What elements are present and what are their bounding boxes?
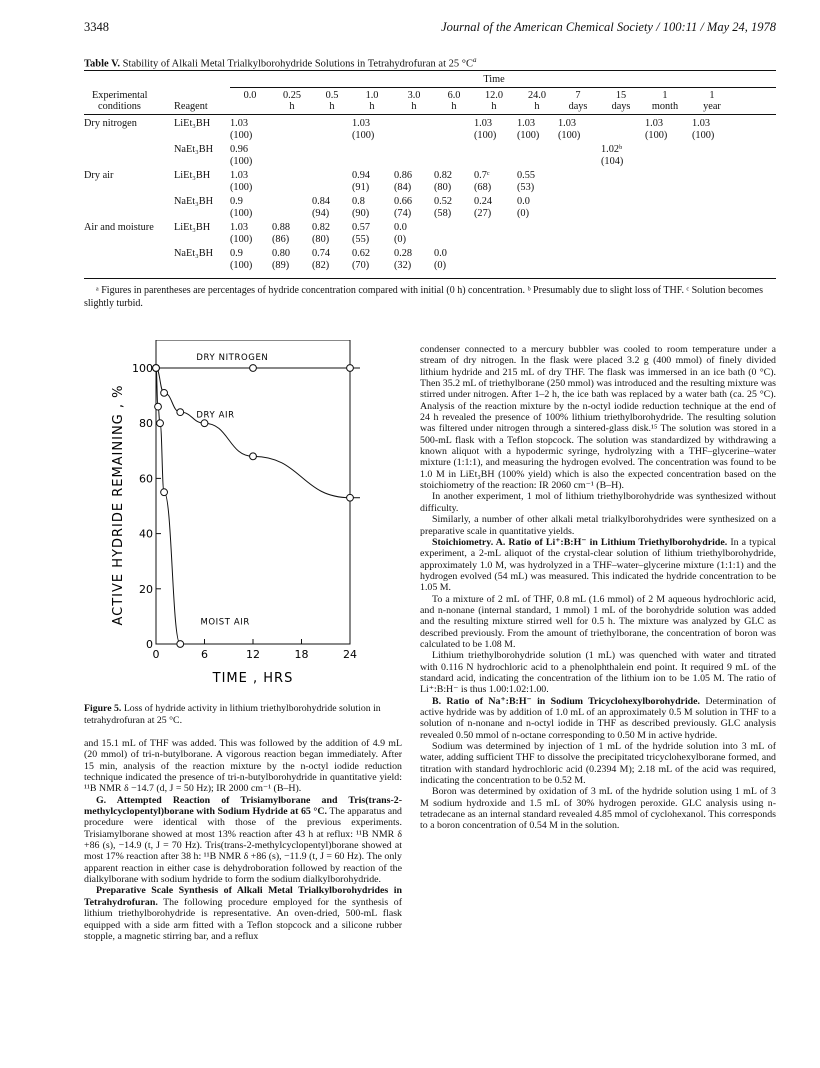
y-tick-label: 20 [139,582,153,596]
data-point [347,494,354,501]
table-bottom-rule [84,278,776,279]
paragraph: Lithium triethylborohydride solution (1 mL) was quenched with water and titrated with 0.116 N hydrochloric acid to a phenolphthalein end point. It required 9 mL of the standard acid, indicating the concentration of the lithium ion to be 1.05 M. The ratio of Li⁺:B:H⁻ is thus 1.00:1.02:1.00. [420,650,776,696]
row-reagent: LiEt₃BH [174,170,211,181]
table-cell-percent: (0) [394,234,407,245]
table-cell-value: 0.0 [394,222,407,233]
paragraph-text: Determination of active hydride was by addition of 1.0 mL of an approximately 0.5 M solution in THF to a solution of n-nonane and n-octyl iodide in THF as described previously. GLC analysis revealed 0.50 mmol of n-octane corresponding to 0.50 M in active hydride. [420,695,776,741]
row-condition: Dry nitrogen [84,118,137,129]
col-reagent: Reagent [174,101,208,112]
time-col-unit: year [703,101,721,112]
plot-frame [156,340,350,644]
table-cell-value: 0.74 [312,248,331,259]
time-col-unit: h [369,101,375,112]
time-col-value: 3.0 [407,90,421,101]
table-cell-percent: (82) [312,260,330,271]
table-top-rule [84,70,776,71]
table-cell-percent: (100) [645,130,668,141]
table-cell-value: 0.52 [434,196,453,207]
time-col-value: 12.0 [484,90,504,101]
time-col-unit: h [329,101,335,112]
table-cell-value: 1.03 [645,118,664,129]
table-cell-value: 0.0 [517,196,530,207]
table-cell-percent: (94) [312,208,330,219]
x-tick-label: 12 [246,648,260,661]
data-point [155,403,162,410]
data-point [347,365,354,372]
section-heading: Preparative Scale Synthesis of Alkali Metal Trialkylborohydrides in Tetrahydrofuran. [84,885,402,908]
table-cell-value: 0.8 [352,196,365,207]
data-point [250,453,257,460]
table-cell-percent: (80) [312,234,330,245]
time-col-value: 0.5 [325,90,339,101]
time-col-value: 1.0 [365,90,379,101]
paragraph [420,537,776,594]
table-cell-value: 1.03 [230,170,249,181]
table-cell-percent: (100) [230,130,253,141]
table-cell-value: 1.03 [230,222,249,233]
table-cell-value: 0.82 [312,222,331,233]
time-col-value: 0.25 [282,90,302,101]
table-footnote: ᵃ Figures in parentheses are percentages of hydride concentration compared with initial (0 h) concentration. ᵇ Presumably due to slight loss of THF. ᶜ Solution becomes slightly turbid. [84,285,763,309]
section-heading: G. Attempted Reaction of Trisiamylborane and Tris(trans-2-methylcyclopentyl)borane with Sodium Hydride at 65 °C. [84,794,402,818]
stability-table [84,70,776,280]
paragraph: Sodium was determined by injection of 1 mL of the hydride solution into 3 mL of water, adding sufficient THF to dissolve the precipitated tricyclohexylborane formed, and titration with standard hydrochloric acid (0.2394 M); 2.18 mL of the acid was required, indicating the concentration to be 0.52 M. [420,741,776,787]
table-cell-percent: (100) [352,130,375,141]
time-col-unit: month [651,101,679,112]
data-point [157,420,164,427]
data-point [250,365,257,372]
col-experimental: Experimental [92,90,148,101]
table-cell-value: 0.9 [230,248,243,259]
x-tick-label: 24 [343,648,357,661]
table-cell-value: 0.62 [352,248,371,259]
time-col-unit: h [534,101,540,112]
x-axis-label: TIME , HRS [212,671,294,686]
x-tick-label: 0 [152,648,160,661]
table-cell-percent: (86) [272,234,290,245]
table-cell-percent: (100) [230,234,253,245]
table-cell-percent: (0) [434,260,447,271]
paragraph-text: In a typical experiment, a 2-mL aliquot of the crystal-clear solution of lithium triethylborohydride, approximately 1.0 M, was hydrolyzed in a THF–water–glycerine mixture (1:1:1) and the hydrogen evolved (54 mL) was measured. This indicated the hydride concentration to be 1.05 M. [420,536,777,594]
series-label: DRY NITROGEN [196,353,269,363]
table-cell-value: 1.03 [517,118,536,129]
page-number: 3348 [84,20,109,34]
table-cell-value: 0.96 [230,144,249,155]
table-cell-value: 0.80 [272,248,291,259]
time-col-value: 24.0 [527,90,547,101]
paragraph [84,795,402,886]
col-conditions: conditions [98,101,141,112]
time-col-value: 6.0 [447,90,461,101]
table-cell-value: 0.82 [434,170,453,181]
right-column-text [420,344,776,832]
page-header [84,20,776,36]
table-cell-percent: (90) [352,208,370,219]
paragraph-text: The apparatus and procedure were identical with those of the previous experiments. Trisiamylborane showed at most 13% reaction after 43 h at reflux: ¹¹B NMR δ +86 (s), −14.9 (t, J = 70 Hz). Tris(trans-2-methylcyclopentyl)borane showed at most 17% reaction after 38 h: ¹¹B NMR δ +86 (s), −11.9 (t, J = 60 Hz). The only apparent reaction in either case is dehydroboration followed by reaction of the dialkylborane with sodium hydride to form the sodium dialkylborohydride. [84,806,402,886]
paragraph: condenser connected to a mercury bubbler was cooled to room temperature under a stream of dry nitrogen. In the flask were placed 3.2 g (400 mmol) of finely divided lithium hydride and 215 mL of dry THF. The flask was immersed in an ice bath (0 °C). Then 35.2 mL of triethylborane (250 mmol) was introduced and the resulting mixture was stirred under nitrogen. After 1–2 h, the ice bath was replaced by a water bath (ca. 25 °C). Analysis of the reaction mixture by the n-octyl iodide reduction technique at the end of 24 h revealed the presence of 100% lithium triethylborohydride. The resulting solution was filtered under nitrogen through a sintered-glass disk.¹⁵ The solution was stored in a 500-mL flask with a Teflon stopcock. The solution was standardized by withdrawing a known aliquot with a hypodermic syringe, hydrolyzing with a THF–glycerine–water mixture (1:1:1), and measuring the hydrogen evolved. The concentration was found to be 1.0 M in LiEt₃BH (100% yield) which is also the expected concentration based on the stoichiometry of the reaction: IR 2060 cm⁻¹ (B–H). [420,344,776,492]
x-tick-label: 6 [201,648,208,661]
table-cell-percent: (100) [692,130,715,141]
table-cell-value: 0.55 [517,170,536,181]
table-cell-value: 0.28 [394,248,413,259]
table-cell-percent: (0) [517,208,530,219]
data-point [161,389,168,396]
table-cell-percent: (89) [272,260,290,271]
row-reagent: LiEt₃BH [174,222,211,233]
table-cell-percent: (70) [352,260,370,271]
table-cell-value: 0.0 [434,248,447,259]
table-cell-percent: (80) [434,182,452,193]
table-cell-percent: (100) [230,156,253,167]
time-col-unit: h [491,101,497,112]
time-col-value: 15 [615,90,627,101]
y-tick-label: 60 [139,472,153,486]
time-col-value: 1 [662,90,668,101]
time-col-value: 0.0 [243,90,257,101]
time-col-unit: h [289,101,295,112]
row-reagent: LiEt₃BH [174,118,211,129]
figure-caption [84,703,402,726]
table-cell-value: 0.66 [394,196,413,207]
section-heading: Stoichiometry. A. Ratio of Li⁺:B:H⁻ in Lithium Triethylborohydride. [432,536,728,548]
paragraph: Boron was determined by oxidation of 3 mL of the hydride solution using 1 mL of 3 M sodium hydroxide and 1.5 mL of 30% hydrogen peroxide. GLC analysis using n-tetradecane as an internal standard revealed 4.85 mmol of cyclohexanol. This corresponds to a boron concentration of 0.54 M in the solution. [420,786,776,832]
y-tick-label: 100 [132,362,153,375]
left-column-text [84,738,402,942]
table-cell-percent: (91) [352,182,370,193]
table-cell-percent: (68) [474,182,492,193]
time-col-value: 7 [575,90,581,101]
table-cell-percent: (32) [394,260,412,271]
x-tick-label: 18 [294,648,309,661]
row-reagent: NaEt₃BH [174,248,214,259]
table-cell-value: 1.03 [692,118,711,129]
table-cell-value: 0.57 [352,222,371,233]
paragraph: Similarly, a number of other alkali metal trialkylborohydrides were synthesized on a preparative scale in quantitative yields. [420,514,776,537]
section-heading: B. Ratio of Na⁺:B:H⁻ in Sodium Tricyclohexylborohydride. [432,695,701,707]
time-col-unit: days [568,101,588,112]
table-cell-percent: (58) [434,208,452,219]
table-cell-percent: (53) [517,182,535,193]
row-reagent: NaEt₃BH [174,196,214,207]
table-cell-value: 0.84 [312,196,331,207]
table-cell-value: 1.03 [230,118,249,129]
row-reagent: NaEt₃BH [174,144,214,155]
paragraph: and 15.1 mL of THF was added. This was followed by the addition of 4.9 mL (20 mmol) of tri-n-butylborane. A vigorous reaction began immediately. After 15 min, analysis of the reaction mixture by the n-octyl iodide reduction technique indicated the presence of tri-n-butylborohydride in quantitative yield: ¹¹B NMR δ −14.7 (d, J = 50 Hz); IR 2000 cm⁻¹ (B–H). [84,738,402,795]
figure-caption-text: Loss of hydride activity in lithium triethylborohydride solution in tetrahydrofuran at 25 °C. [84,703,381,726]
paragraph: In another experiment, 1 mol of lithium triethylborohydride was synthesized without difficulty. [420,491,776,514]
figure-caption-label: Figure 5. [84,703,122,714]
row-condition: Dry air [84,170,114,181]
table-cell-percent: (100) [558,130,581,141]
data-point [161,489,168,496]
table-cell-value: 1.02ᵇ [601,144,623,155]
table-header-rule [84,114,776,115]
figure-5-chart [108,340,402,700]
y-tick-label: 40 [139,527,153,541]
table-cell-value: 1.03 [558,118,577,129]
time-col-unit: h [451,101,457,112]
series-line [156,368,350,498]
y-tick-label: 0 [146,638,153,651]
table-cell-percent: (100) [517,130,540,141]
table-cell-value: 0.7ᶜ [474,170,490,181]
paragraph: To a mixture of 2 mL of THF, 0.8 mL (1.6 mmol) of 2 M aqueous hydrochloric acid, and n-nonane (internal standard, 1 mmol) 1 mL of the borohydride solution was added and the resulting mixture stirred well for 0.5 h. The mixture was analyzed by GLC as described previously. From the amount of triethylborane, the concentration of boron was calculated to be 1.08 M. [420,593,776,650]
table-cell-percent: (104) [601,156,624,167]
paragraph [420,696,776,741]
row-condition: Air and moisture [84,222,154,233]
y-tick-label: 80 [139,417,153,431]
data-point [177,409,184,416]
table-cell-percent: (100) [230,182,253,193]
series-label: DRY AIR [196,410,235,421]
series-label: MOIST AIR [200,617,250,628]
time-group-rule [230,87,776,88]
paragraph-text: The following procedure employed for the synthesis of lithium triethylborohydride is representative. An oven-dried, 500-mL flask equipped with a side arm fitted with a Teflon stopcock and a silicone rubber stopple, a magnetic stirring bar, and a reflux [84,896,402,942]
time-col-unit: days [611,101,631,112]
table-cell-percent: (84) [394,182,412,193]
table-cell-percent: (100) [230,208,253,219]
table-cell-value: 0.88 [272,222,291,233]
data-point [201,420,208,427]
table-cell-percent: (55) [352,234,370,245]
y-axis-label: ACTIVE HYDRIDE REMAINING , % [111,384,126,626]
table-cell-value: 0.9 [230,196,243,207]
data-point [153,365,160,372]
time-col-value: 1 [709,90,715,101]
table-cell-value: 1.03 [352,118,371,129]
table-cell-percent: (27) [474,208,492,219]
data-point [177,641,184,648]
table-cell-percent: (74) [394,208,412,219]
table-title-footnote-mark: a [472,56,477,64]
journal-citation: Journal of the American Chemical Society / 100:11 / May 24, 1978 [441,20,776,34]
paragraph [84,885,402,942]
time-group-header: Time [483,74,505,85]
table-cell-percent: (100) [230,260,253,271]
table-cell-value: 0.24 [474,196,493,207]
table-cell-value: 0.86 [394,170,413,181]
table-cell-value: 0.94 [352,170,371,181]
table-cell-percent: (100) [474,130,497,141]
table-title-label: Table V. [84,58,120,70]
table-cell-value: 1.03 [474,118,493,129]
time-col-unit: h [411,101,417,112]
table-title-text: Stability of Alkali Metal Trialkylborohydride Solutions in Tetrahydrofuran at 25 °C [120,58,473,70]
table-title [84,56,776,70]
